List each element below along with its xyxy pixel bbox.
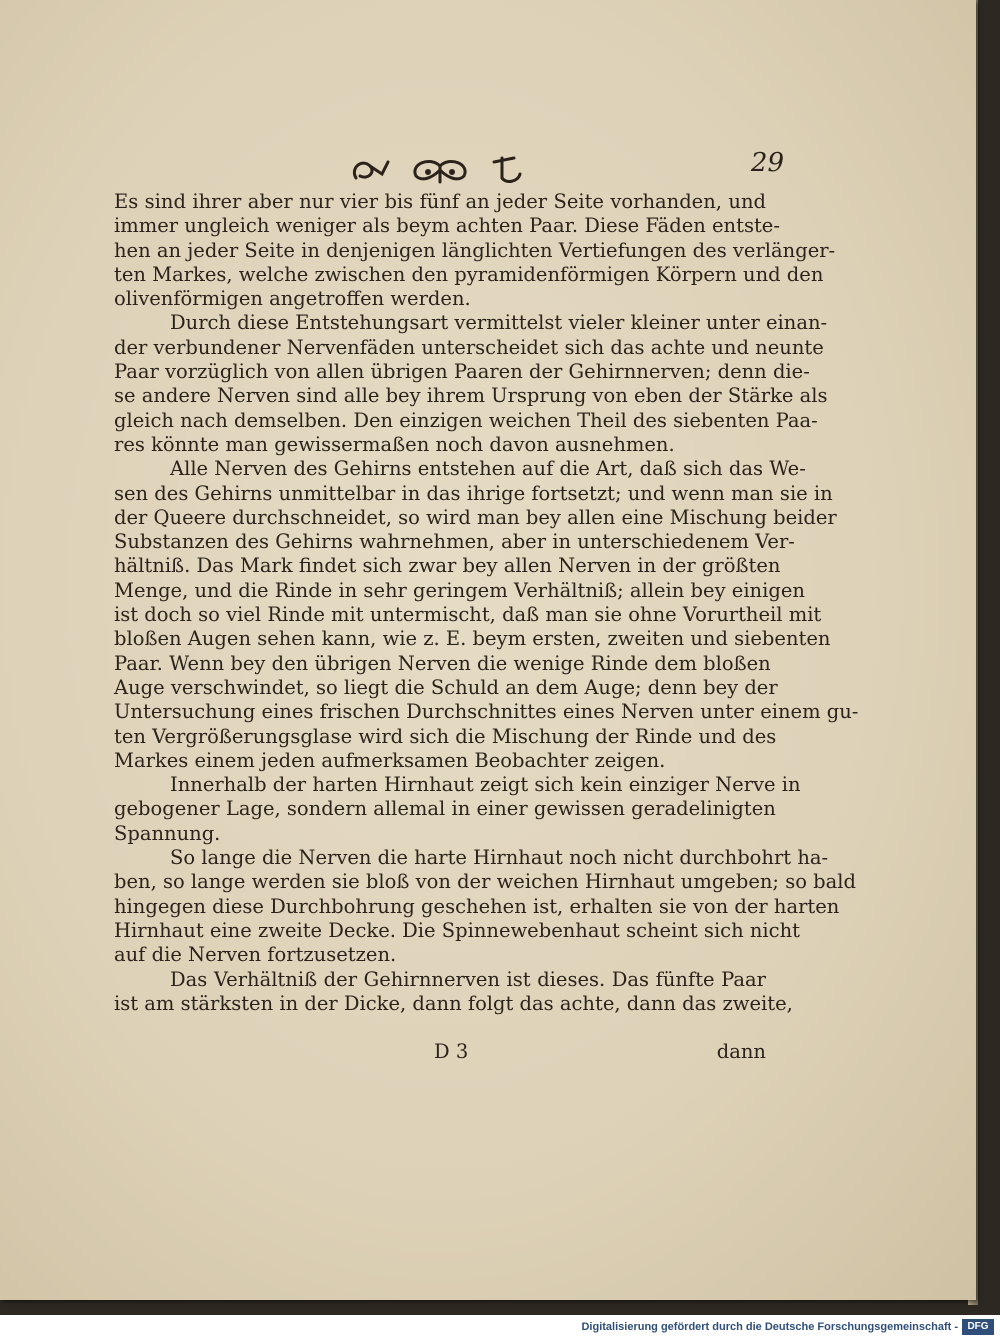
text-line: immer ungleich weniger als beym achten Paar. Diese Fäden entste- [114, 214, 780, 238]
text-line: hingegen diese Durchbohrung geschehen ist, erhalten sie von der harten [114, 894, 840, 918]
text-line: Hirnhaut eine zweite Decke. Die Spinnewebenhaut scheint sich nicht [114, 918, 800, 942]
text-line: Auge verschwindet, so liegt die Schuld an dem Auge; denn bey der [114, 675, 778, 699]
body-text [114, 190, 859, 1016]
text-line: Paar. Wenn bey den übrigen Nerven die wenige Rinde dem bloßen [114, 651, 771, 675]
paragraph-first-line: Innerhalb der harten Hirnhaut zeigt sich kein einziger Nerve in [170, 773, 801, 797]
text-line: gebogener Lage, sondern allemal in einer gewissen geradelinigten [114, 797, 776, 821]
text-line: ist doch so viel Rinde mit untermischt, daß man sie ohne Vorurtheil mit [114, 603, 822, 627]
page-number: 29 [750, 148, 784, 178]
text-line: ben, so lange werden sie bloß von der weichen Hirnhaut umgeben; so bald [114, 870, 856, 894]
text-line: hen an jeder Seite in denjenigen länglichten Vertiefungen des verlänger- [114, 238, 836, 262]
paragraph-first-line: So lange die Nerven die harte Hirnhaut noch nicht durchbohrt ha- [170, 846, 829, 870]
signature-mark: D 3 [434, 1040, 469, 1063]
paragraph-first-line: Durch diese Entstehungsart vermittelst vieler kleiner unter einan- [170, 311, 828, 335]
text-line: bloßen Augen sehen kann, wie z. E. beym ersten, zweiten und siebenten [114, 627, 831, 651]
text-line: Spannung. [114, 821, 221, 845]
text-line: der verbundener Nervenfäden unterscheidet sich das achte und neunte [114, 335, 824, 359]
text-line: Substanzen des Gehirns wahrnehmen, aber in unterschiedenem Ver- [114, 530, 795, 554]
text-line: olivenförmigen angetroffen werden. [114, 287, 471, 311]
text-line: Es sind ihrer aber nur vier bis fünf an jeder Seite vorhanden, und [114, 190, 766, 213]
catchword: dann [716, 1040, 766, 1063]
paragraph-first-line: Das Verhältniß der Gehirnnerven ist dieses. Das fünfte Paar [170, 967, 766, 991]
text-line: res könnte man gewissermaßen noch davon ausnehmen. [114, 432, 675, 456]
text-line: Menge, und die Rinde in sehr geringem Verhältniß; allein bey einigen [114, 578, 805, 602]
dfg-logo: DFG [962, 1319, 994, 1335]
text-line: Markes einem jeden aufmerksamen Beobachter zeigen. [114, 748, 666, 772]
text-line: se andere Nerven sind alle bey ihrem Ursprung von eben der Stärke als [114, 384, 828, 408]
text-line: Paar vorzüglich von allen übrigen Paaren der Gehirnnerven; denn die- [114, 360, 810, 384]
text-line: auf die Nerven fortzusetzen. [114, 943, 397, 967]
text-line: gleich nach demselben. Den einzigen weichen Theil des siebenten Paa- [114, 408, 818, 432]
text-line: der Queere durchschneidet, so wird man bey allen eine Mischung beider [114, 505, 837, 529]
page-footer-line [114, 1040, 766, 1068]
digitization-footer [0, 1315, 1000, 1340]
funding-credit: Digitalisierung gefördert durch die Deutsche Forschungsgemeinschaft - [581, 1321, 958, 1333]
text-line: ten Vergrößerungsglase wird sich die Mischung der Rinde und des [114, 724, 777, 748]
text-line: ten Markes, welche zwischen den pyramidenförmigen Körpern und den [114, 262, 824, 286]
text-line: Untersuchung eines frischen Durchschnittes eines Nerven unter einem gu- [114, 700, 859, 724]
text-line: hältniß. Das Mark findet sich zwar bey allen Nerven in der größten [114, 554, 781, 578]
text-line: ist am stärksten in der Dicke, dann folgt das achte, dann das zweite, [114, 991, 793, 1015]
text-line: sen des Gehirns unmittelbar in das ihrige fortsetzt; und wenn man sie in [114, 481, 833, 505]
ornament-vignette [340, 148, 540, 190]
paragraph-first-line: Alle Nerven des Gehirns entstehen auf die Art, daß sich das We- [170, 457, 806, 481]
